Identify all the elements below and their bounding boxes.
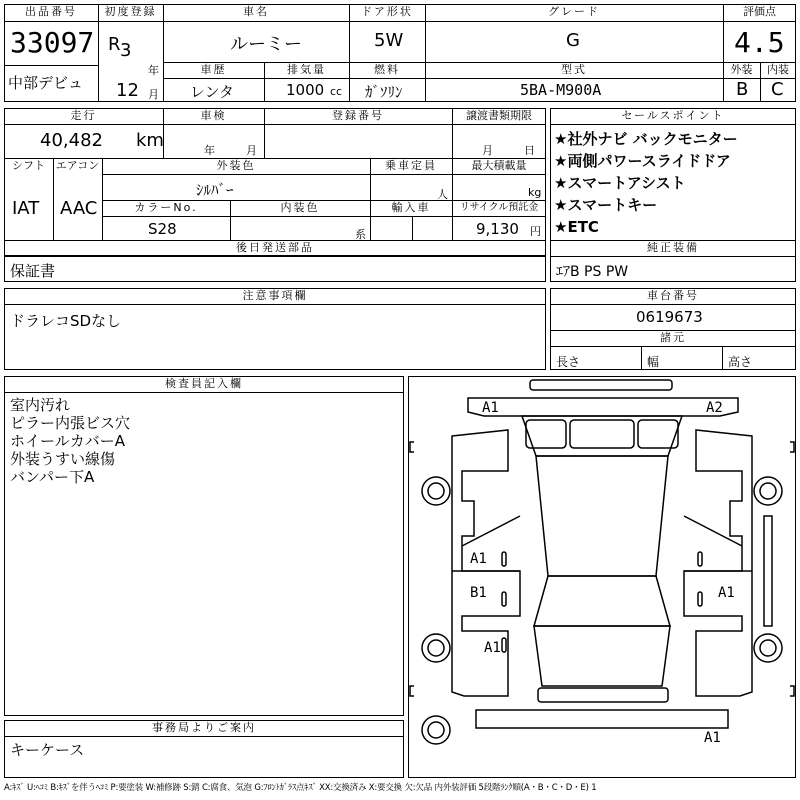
later-parts-value: 保証書 (10, 262, 56, 280)
shift-value: IAT (12, 198, 40, 219)
score-header: 評価点 (743, 5, 776, 18)
color-no-header: カラーNo. (134, 201, 198, 214)
damage-front-right: A2 (706, 400, 723, 416)
damage-left-rear: A1 (484, 640, 501, 656)
capacity-unit: 人 (437, 188, 448, 201)
lot-header: 出品番号 (25, 5, 77, 18)
ac-header: エアコン (55, 159, 100, 172)
grade-value: G (566, 30, 580, 51)
grade-header: グレード (548, 5, 600, 18)
recycle-header: リサイクル預託金 (459, 202, 539, 213)
import-header: 輸入車 (391, 201, 431, 214)
office-value: キーケース (10, 741, 85, 759)
interior-score: C (771, 79, 784, 100)
notes-header: 注意事項欄 (242, 289, 308, 302)
mileage-header: 走行 (70, 109, 97, 122)
genuine-equipment-header: 純正装備 (647, 241, 699, 254)
car-name: ルーミー (230, 34, 302, 55)
inspection-year-unit: 年 (204, 144, 215, 157)
registration-year-unit: 年 (148, 64, 159, 77)
transfer-header: 譲渡書類期限 (466, 109, 532, 122)
model-value: 5BA-M900A (520, 81, 602, 99)
registration-month-unit: 月 (148, 88, 159, 101)
fuel-header: 燃料 (374, 63, 400, 76)
ac-value: AAC (60, 198, 98, 219)
genuine-equipment-value: ｴｱB PS PW (556, 264, 629, 280)
recycle-value: 9,130 (476, 220, 519, 238)
sales-point-item: ★ETC (554, 218, 599, 236)
plate-header: 登録番号 (332, 109, 384, 122)
inspector-notes (10, 396, 130, 486)
door-type: 5W (374, 30, 404, 51)
sales-points-header: セールスポイント (621, 109, 725, 122)
shift-header: シフト (12, 159, 45, 172)
color-no-value: S28 (148, 220, 177, 238)
debut-label: 中部デビュ (8, 74, 84, 92)
registration-header: 初度登録 (104, 5, 157, 18)
later-parts-box (4, 256, 546, 282)
sales-point-item: ★スマートキー (554, 196, 658, 214)
lot-number: 33097 (10, 26, 95, 59)
office-header: 事務局よりご案内 (152, 721, 256, 734)
chassis-header: 車台番号 (647, 289, 699, 302)
history-header: 車歴 (200, 63, 227, 76)
inspector-line: ホイールカバーA (10, 432, 125, 450)
inspector-line: 室内汚れ (10, 396, 71, 414)
transfer-month-unit: 月 (482, 144, 493, 157)
damage-front-left: A1 (482, 400, 499, 416)
car-outline-diagram (408, 376, 796, 778)
damage-left-rear-door: B1 (470, 585, 487, 601)
exterior-score: B (736, 79, 749, 100)
fuel-value: ｶﾞｿﾘﾝ (365, 83, 403, 101)
damage-rear-bumper: A1 (704, 730, 721, 746)
sales-point-item: ★両側パワースライドドア (554, 152, 731, 170)
transfer-day-unit: 日 (524, 144, 535, 157)
displacement-value: 1000 (286, 81, 325, 99)
interior-header: 内装 (767, 63, 789, 76)
model-header: 型式 (561, 63, 587, 76)
inspector-line: ピラー内張ビス穴 (10, 414, 131, 432)
mileage-unit: km (136, 130, 164, 151)
dimension-width: 幅 (647, 355, 660, 369)
registration-month: 12 (116, 80, 139, 101)
damage-right-rear-door: A1 (718, 585, 735, 601)
damage-left-front-door: A1 (470, 551, 487, 567)
notes-value: ドラレコSDなし (10, 312, 122, 330)
sales-point-item: ★社外ナビ バックモニター (554, 130, 738, 148)
sales-point-item: ★スマートアシスト (554, 174, 686, 192)
load-header: 最大積載量 (471, 159, 527, 172)
mileage-value: 40,482 (40, 130, 103, 151)
exterior-header: 外装 (730, 63, 753, 76)
sales-points-list (554, 128, 738, 238)
registration-year: 3 (120, 40, 132, 61)
car-name-header: 車名 (243, 5, 269, 18)
door-header: ドア形状 (361, 5, 413, 18)
inspection-month-unit: 月 (246, 144, 257, 157)
interior-color-header: 内装色 (280, 201, 320, 214)
inspector-line: 外装うすい線傷 (10, 450, 116, 468)
legend-text: A:ｷｽﾞ U:ﾍｺﾐ B:ｷｽﾞを伴うﾍｺﾐ P:要塗装 W:補修跡 S:錆 C:腐食、気泡 G:ﾌﾛﾝﾄｶﾞﾗｽ点ｷｽﾞ XX:交換済み X:要交換 欠:欠品 内外装評価 5段階ﾗﾝｸ順(A・B・C・D・E) 1 (4, 783, 597, 793)
color-value: ｼﾙﾊﾞｰ (196, 181, 234, 199)
color-header: 外装色 (216, 159, 256, 172)
interior-color-unit: 系 (355, 228, 366, 241)
inspector-line: バンパー下A (10, 468, 95, 486)
dimension-length: 長さ (556, 355, 581, 369)
later-parts-header: 後日発送部品 (236, 241, 314, 254)
capacity-header: 乗車定員 (385, 159, 437, 172)
score-value: 4.5 (734, 26, 785, 59)
inspection-header: 車検 (200, 109, 227, 122)
displacement-unit: cc (330, 85, 343, 98)
load-unit: kg (528, 186, 542, 199)
registration-era: R (108, 34, 121, 55)
displacement-header: 排気量 (287, 63, 326, 76)
dimension-height: 高さ (728, 355, 753, 369)
inspector-header: 検査員記入欄 (165, 377, 243, 390)
history-value: レンタ (190, 83, 235, 101)
recycle-unit: 円 (530, 225, 541, 238)
chassis-value: 0619673 (636, 308, 703, 326)
dimensions-header: 諸元 (660, 331, 686, 344)
